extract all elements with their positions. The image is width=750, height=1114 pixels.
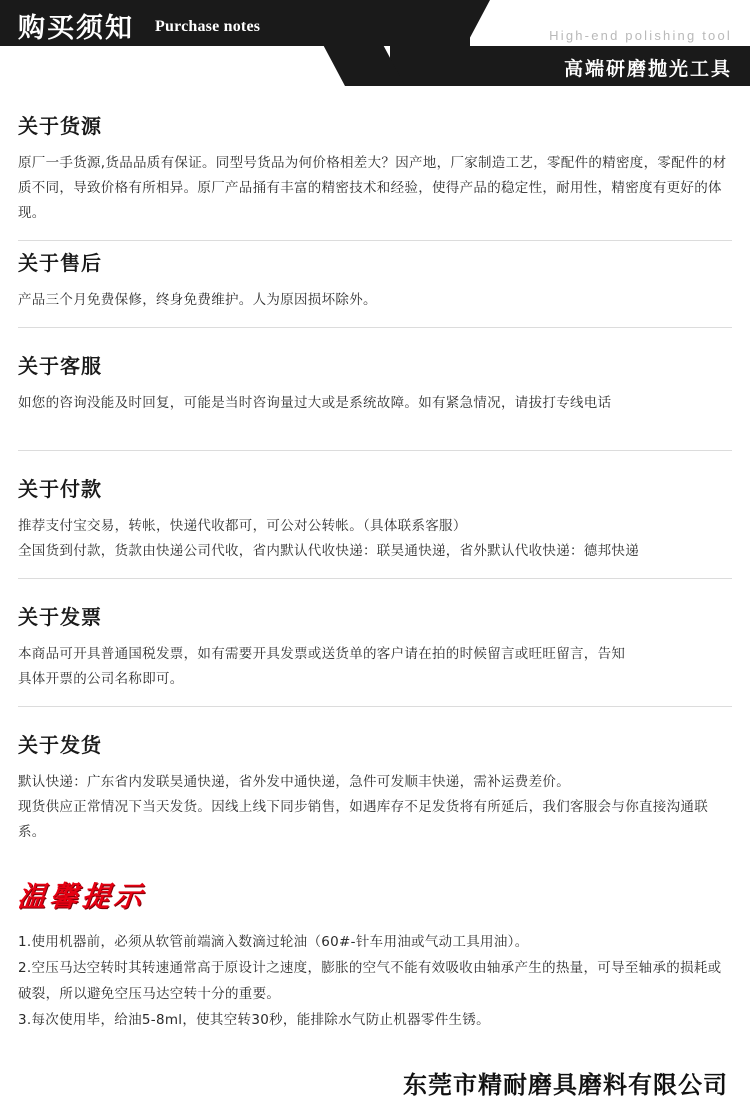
section-paragraph: 具体开票的公司名称即可。 xyxy=(18,671,184,687)
list-item: 3.每次使用毕，给油5-8ml，使其空转30秒，能排除水气防止机器零件生锈。 xyxy=(18,1012,490,1028)
section-title: 关于发货 xyxy=(18,733,102,757)
page-title-en: Purchase notes xyxy=(155,18,261,35)
page-footer xyxy=(0,1048,750,1114)
section-paragraph: 产品三个月免费保修，终身免费维护。人为原因损坏除外。 xyxy=(18,292,377,308)
section-divider xyxy=(18,450,732,451)
section-title: 关于付款 xyxy=(18,477,102,501)
header-subtitle-cn: 高端研磨抛光工具 xyxy=(563,58,732,80)
warning-list xyxy=(18,929,732,1033)
section-title: 关于货源 xyxy=(18,114,102,138)
page-header xyxy=(0,0,750,86)
section-paragraph: 如您的咨询没能及时回复，可能是当时咨询量过大或是系统故障。如有紧急情况，请拔打专线电话 xyxy=(18,395,612,411)
section-invoice xyxy=(18,601,732,707)
content-body xyxy=(0,110,750,1033)
warning-block xyxy=(18,845,732,1033)
section-title: 关于客服 xyxy=(18,354,102,378)
section-paragraph: 推荐支付宝交易，转帐，快递代收都可，可公对公转帐。（具体联系客服） xyxy=(18,518,467,534)
section-divider xyxy=(18,578,732,579)
section-paragraph: 默认快递：广东省内发联昊通快递，省外发中通快递，急件可发顺丰快递，需补运费差价。 xyxy=(18,774,570,790)
header-subtitle-en: High-end polishing tool xyxy=(549,28,732,43)
list-item: 1.使用机器前，必须从软管前端滴入数滴过轮油（60#-针车用油或气动工具用油）。 xyxy=(18,934,529,950)
section-payment xyxy=(18,473,732,579)
section-paragraph: 原厂一手货源,货品品质有保证。同型号货品为何价格相差大？因产地，厂家制造工艺，零配件的精密度，零配件的材质不同，导致价格有所相异。原厂产品捅有丰富的精密技术和经验，使得产品的稳定性，耐用性，精密度有更好的体现。 xyxy=(18,155,727,221)
section-source xyxy=(18,110,732,241)
section-paragraph: 本商品可开具普通国税发票，如有需要开具发票或送货单的客户请在拍的时候留言或旺旺留言，告知 xyxy=(18,646,626,662)
section-after-sales xyxy=(18,247,732,328)
warning-title: 温馨提示 xyxy=(16,880,148,913)
section-title: 关于售后 xyxy=(18,251,102,275)
section-paragraph: 现货供应正常情况下当天发货。因线上线下同步销售，如遇库存不足发货将有所延后，我们客服会与你直接沟通联系。 xyxy=(18,799,708,840)
section-divider xyxy=(18,240,732,241)
list-item: 2.空压马达空转时其转速通常高于原设计之速度，膨胀的空气不能有效吸收由轴承产生的热量，可导至轴承的损耗或破裂，所以避免空压马达空转十分的重要。 xyxy=(18,960,722,1002)
section-divider xyxy=(18,327,732,328)
section-paragraph: 全国货到付款，货款由快递公司代收，省内默认代收快递：联昊通快递，省外默认代收快递：德邦快递 xyxy=(18,543,639,559)
page-title-cn: 购买须知 xyxy=(18,13,134,44)
section-title: 关于发票 xyxy=(18,605,102,629)
section-customer-service xyxy=(18,350,732,451)
section-divider xyxy=(18,706,732,707)
company-name: 东莞市精耐磨具磨料有限公司 xyxy=(403,1071,728,1099)
section-shipping xyxy=(18,729,732,845)
